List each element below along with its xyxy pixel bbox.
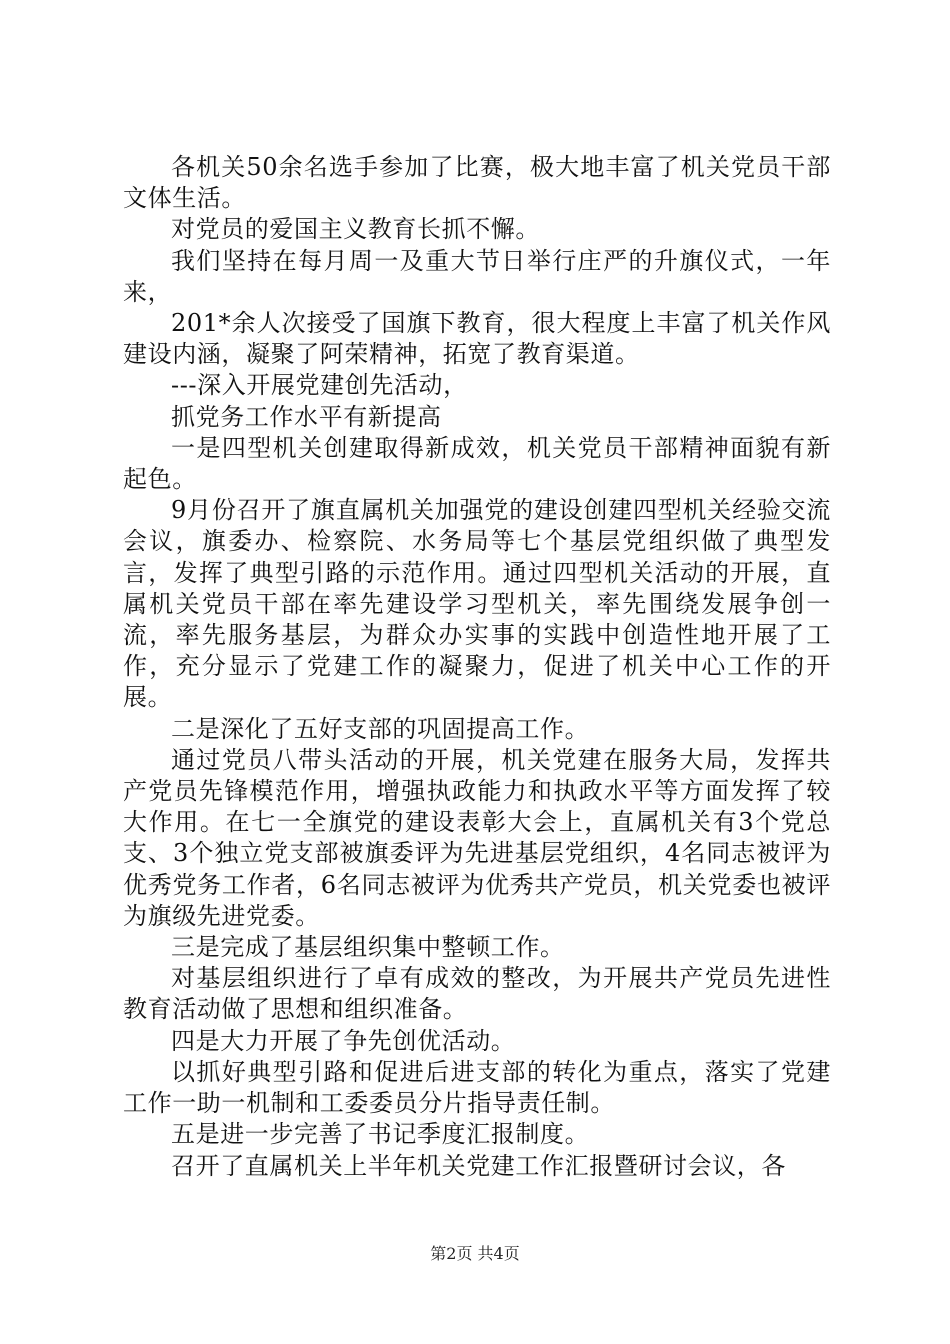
section-heading: ---深入开展党建创先活动， [171,371,468,400]
paragraph: 我们坚持在每月周一及重大节日举行庄严的升旗仪式，一年来， [123,246,831,306]
paragraph: 二是深化了五好支部的巩固提高工作。 [171,714,590,743]
paragraph: 对党员的爱国主义教育长抓不懈。 [171,215,540,244]
paragraph: 三是完成了基层组织集中整顿工作。 [171,933,565,962]
paragraph: 一是四型机关创建取得新成效，机关党员干部精神面貌有新起色。 [123,433,831,494]
document-body [123,152,831,1182]
paragraph: 201*余人次接受了国旗下教育，很大程度上丰富了机关作风建设内涵，凝聚了阿荣精神，拓宽了教育渠道。 [123,309,831,369]
paragraph: 各机关50余名选手参加了比赛，极大地丰富了机关党员干部文体生活。 [123,153,831,213]
paragraph: 以抓好典型引路和促进后进支部的转化为重点，落实了党建工作一助一机制和工委委员分片指导责任制。 [123,1057,831,1118]
paragraph: 四是大力开展了争先创优活动。 [171,1026,516,1055]
paragraph: 召开了直属机关上半年机关党建工作汇报暨研讨会议，各 [171,1151,786,1180]
page-number-footer: 第2页 共4页 [430,1244,520,1263]
section-heading: 抓党务工作水平有新提高 [171,402,442,431]
paragraph: 通过党员八带头活动的开展，机关党建在服务大局，发挥共产党员先锋模范作用，增强执政能力和执政水平等方面发挥了较大作用。在七一全旗党的建设表彰大会上，直属机关有3个党总支、3个独立党支部被旗委评为先进基层党组织，4名同志被评为优秀党务工作者，6名同志被评为优秀共产党员，机关党委也被评为旗级先进党委。 [123,745,831,930]
paragraph: 9月份召开了旗直属机关加强党的建设创建四型机关经验交流会议，旗委办、检察院、水务局等七个基层党组织做了典型发言，发挥了典型引路的示范作用。通过四型机关活动的开展，直属机关党员干部在率先建设学习型机关，率先围绕发展争创一流，率先服务基层，为群众办实事的实践中创造性地开展了工作，充分显示了党建工作的凝聚力，促进了机关中心工作的开展。 [123,496,831,712]
paragraph: 五是进一步完善了书记季度汇报制度。 [171,1120,590,1149]
paragraph: 对基层组织进行了卓有成效的整改，为开展共产党员先进性教育活动做了思想和组织准备。 [123,964,831,1024]
